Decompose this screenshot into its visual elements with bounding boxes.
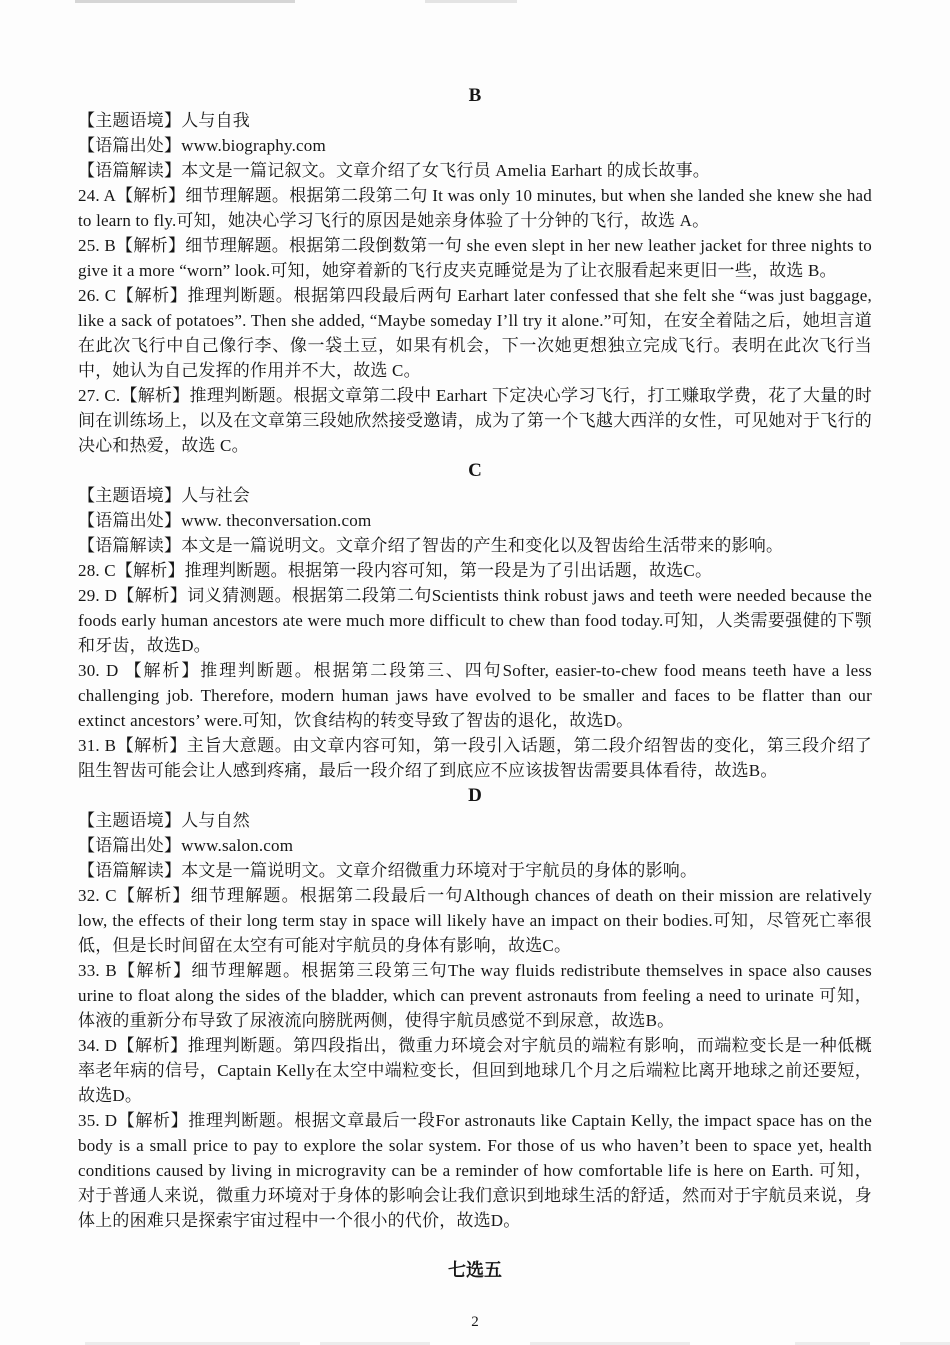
section-d-theme-context: 【主题语境】人与自然 <box>78 811 250 830</box>
scan-artifact-top-center <box>425 0 517 3</box>
section-c-passage-summary: 【语篇解读】本文是一篇说明文。文章介绍了智齿的产生和变化以及智齿给生活带来的影响。 <box>78 536 784 555</box>
answer-key-content <box>78 83 872 1335</box>
section-d-source: 【语篇出处】www.salon.com <box>78 836 294 855</box>
section-c-heading: C <box>468 460 482 481</box>
section-c-theme-context: 【主题语境】人与社会 <box>78 486 250 505</box>
answer-item-32: 32. C【解析】细节理解题。根据第二段最后一句Although chances of death on their mission are relatively low, the effects of their long term stay in space will likely have an impact on their bodies.可知，尽管死亡率很低，但是长时间留在太空有可能对宇航员的身体有影响，故选C。 <box>78 886 872 955</box>
section-b-source: 【语篇出处】www.biography.com <box>78 136 326 155</box>
answer-item-30: 30. D 【解析】推理判断题。根据第二段第三、四句Softer, easier-to-chew food means teeth have a less challenging job. Therefore, modern human jaws have evolved to be smaller and faces to be flatter than our extinct ancestors’ were.可知，饮食结构的转变导致了智齿的退化，故选D。 <box>78 661 872 730</box>
answer-item-26: 26. C【解析】推理判断题。根据第四段最后两句 Earhart later confessed that she felt she “was just baggage, like a sack of potatoes”. Then she added, “Maybe someday I’ll try it alone.”可知，在安全着陆之后，她坦言道在此次飞行中自己像行李、像一袋土豆，如果有机会，下一次她更想独立完成飞行。表明在此次飞行当中，她认为自己发挥的作用并不大，故选 C。 <box>78 286 872 380</box>
answer-item-33: 33. B【解析】细节理解题。根据第三段第三句The way fluids redistribute themselves in space also causes urine to float along the sides of the bladder, which can prevent astronauts from feeling a need to urinate 可知，体液的重新分布导致了尿液流向膀胱两侧，使得宇航员感觉不到尿意，故选B。 <box>78 961 872 1030</box>
answer-item-34: 34. D【解析】推理判断题。第四段指出，微重力环境会对宇航员的端粒有影响，而端粒变长是一种低概率老年病的信号，Captain Kelly在太空中端粒变长，但回到地球几个月之后端粒比离开地球之前还要短，故选D。 <box>78 1036 872 1105</box>
section-d-passage-summary: 【语篇解读】本文是一篇说明文。文章介绍微重力环境对于宇航员的身体的影响。 <box>78 861 698 880</box>
section-d-heading: D <box>468 785 482 806</box>
answer-item-31: 31. B【解析】主旨大意题。由文章内容可知，第一段引入话题，第二段介绍智齿的变化，第三段介绍了阻生智齿可能会让人感到疼痛，最后一段介绍了到底应不应该拔智齿需要具体看待，故选B。 <box>78 736 872 780</box>
section-b-heading: B <box>468 85 482 106</box>
section-c <box>78 458 872 783</box>
next-section-heading: 七选五 <box>448 1260 502 1280</box>
section-b-theme-context: 【主题语境】人与自我 <box>78 111 250 130</box>
page-number: 2 <box>471 1314 479 1330</box>
section-b-passage-summary: 【语篇解读】本文是一篇记叙文。文章介绍了女飞行员 Amelia Earhart 的成长故事。 <box>78 161 711 180</box>
section-c-source: 【语篇出处】www. theconversation.com <box>78 511 372 530</box>
answer-item-24: 24. A【解析】细节理解题。根据第二段第二句 It was only 10 minutes, but when she landed she knew she had to learn to fly.可知，她决心学习飞行的原因是她亲身体验了十分钟的飞行，故选 A。 <box>78 186 872 230</box>
answer-item-35: 35. D【解析】推理判断题。根据文章最后一段For astronauts like Captain Kelly, the impact space has on the body is a small price to pay to explore the solar system. For those of us who haven’t been to space yet, health conditions caused by living in microgravity can be a reminder of how comfortable life is here on Earth. 可知，对于普通人来说，微重力环境对于身体的影响会让我们意识到地球生活的舒适，然而对于宇航员来说，身体上的困难只是探索宇宙过程中一个很小的代价，故选D。 <box>78 1111 872 1230</box>
answer-item-28: 28. C【解析】推理判断题。根据第一段内容可知，第一段是为了引出话题，故选C。 <box>78 561 713 580</box>
answer-item-29: 29. D【解析】词义猜测题。根据第二段第二句Scientists think robust jaws and teeth were needed because the foods early human ancestors ate were much more difficult to chew than food today.可知，人类需要强健的下颚和牙齿，故选D。 <box>78 586 872 655</box>
section-b <box>78 83 872 458</box>
scan-artifact-top-left <box>75 0 295 3</box>
section-d <box>78 783 872 1233</box>
answer-item-27: 27. C.【解析】推理判断题。根据文章第二段中 Earhart 下定决心学习飞行，打工赚取学费，花了大量的时间在训练场上，以及在文章第三段她欣然接受邀请，成为了第一个飞越大西洋的女性，可见她对于飞行的决心和热爱，故选 C。 <box>78 386 872 455</box>
answer-item-25: 25. B【解析】细节理解题。根据第二段倒数第一句 she even slept in her new leather jacket for three nights to give it a more “worn” look.可知，她穿着新的飞行皮夹克睡觉是为了让衣服看起来更旧一些，故选 B。 <box>78 236 872 280</box>
